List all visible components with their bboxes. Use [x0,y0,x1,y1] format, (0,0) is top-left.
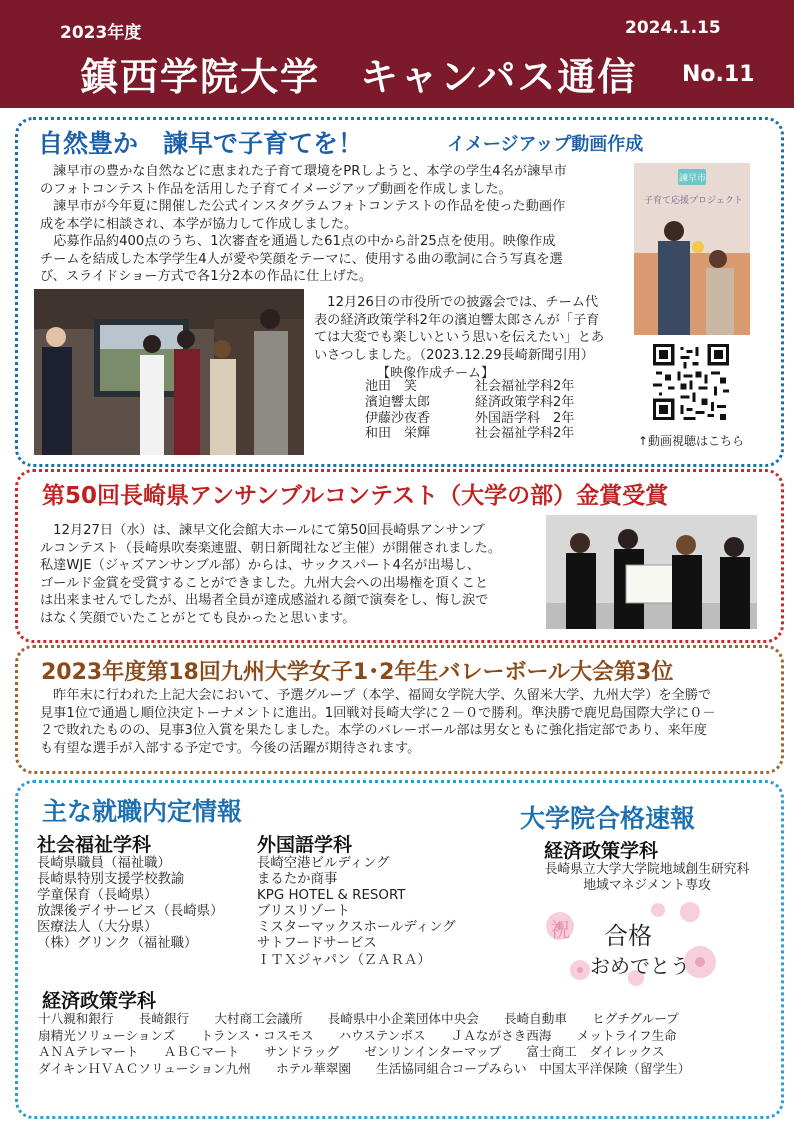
grad-school-title: 大学院合格速報 [520,804,696,833]
article2-paragraph: 12月27日（水）は、諫早文化会館大ホールにて第50回長崎県アンサンブ ルコンテスト（長崎県吹奏楽連盟、朝日新聞社など主催）が開催されました。 私達WJE（ジャズアンサンブル部）からは、サックスパート4名が出場し、 ゴールド金賞を受賞することができました。九州大会への出場権を頂くこと は出来ませんでしたが、出場者全員が達成感溢れる顔で演奏をし、悔し涙で はなく笑顔でいたことがとても良かったと思います。 [40,523,502,626]
header-banner [0,0,794,108]
ensemble-award-photo [546,515,757,629]
video-qr-code[interactable] [653,344,729,420]
team-member: 濱迫響太郎 経済政策学科2年 [365,394,575,410]
article2-title: 第50回長崎県アンサンブルコンテスト（大学の部）金賞受賞 [42,483,669,509]
celebrate-sub-text: おめでとう [590,954,690,978]
celebrate-mark: 祝 [550,918,570,942]
list-item: ＡＮＡテレマート ＡＢＣマート サンドラッグ ゼンリンインターマップ 富士商工 ダイレックス [38,1044,665,1060]
list-item: 長崎県特別支援学校教諭 [37,872,185,888]
welfare-dept-heading: 社会福祉学科 [37,834,152,856]
article1-paragraph: 諫早市の豊かな自然などに恵まれた子育て環境をPRしようと、本学の学生4名が諫早市 のフォトコンテスト作品を活用した子育てイメージアップ動画を作成しました。 諫早市が今年夏に開催した公式インスタグラムフォトコンテストの作品を使った動画作 成を本学に相談され、本学が協力して作成しました。 応募作品約400点のうち、1次審査を通過した61点の中から計25点を使用。映像作成 チームを結成した本学学生4人が愛や笑顔をテーマに、使用する曲の歌詞に合う写真を選 び、スライドショー方式で各1分2本の作品に仕上げた。 [40,164,567,284]
list-item: 十八親和銀行 長崎銀行 大村商工会議所 長崎県中小企業団体中央会 長崎自動車 ヒグチグループ [38,1011,679,1026]
article1-paragraph2: 12月26日の市役所での披露会では、チーム代 表の経済政策学科2年の濱迫響太郎さんが「子育 ては大変でも楽しいという思いを伝えたい」とあ いさつしました。（2023.12.29長崎新聞引用） [314,295,605,363]
article3-title: 2023年度第18回九州大学女子1･2年生バレーボール大会第3位 [41,660,674,685]
list-item: まるたか商事 [257,872,338,888]
team-member: 伊藤沙夜香 外国語学科 2年 [365,410,575,426]
list-item: 学童保育（長崎県） [37,888,158,904]
list-item: 長崎県職員（福祉職） [37,856,171,871]
list-item: 放課後デイサービス（長崎県） [37,904,224,920]
presentation-photo [34,289,304,455]
article1-subtitle: イメージアップ動画作成 [447,134,644,155]
economics-dept-heading: 経済政策学科 [42,990,157,1012]
economics-job-list [38,1011,690,1077]
team-member: 池田 笑 社会福祉学科2年 [365,379,575,394]
celebrate-main-text: 合格 [604,922,652,950]
list-item: ミスターマックスホールディング [257,920,456,936]
issue-number: No.11 [682,62,755,87]
foreign-job-list [257,856,456,969]
welfare-job-list [37,856,224,953]
list-item: サトフードサービス [257,936,377,952]
article1-title: 自然豊か 諫早で子育てを！ [38,129,364,158]
list-item: （株）グリンク（福祉職） [37,936,198,952]
congratulations-illustration [540,898,720,988]
team-member: 和田 栄輝 社会福祉学科2年 [365,426,575,442]
grad-admission-detail: 長崎県立大学大学院地域創生研究科 地域マネジメント専攻 [544,862,750,893]
team-list [365,379,574,442]
poster-caption: 子育て応援プロジェクト [644,196,743,206]
newsletter-title: 鎮西学院大学 キャンパス通信 [80,55,638,99]
list-item: 医療法人（大分県） [37,920,158,936]
list-item: 扇精光ソリューションズ トランス・コスモス ハウステンボス ＪＡながさき西海 メットライフ生命 [38,1027,677,1043]
list-item: ＩＴＸジャパン（ＺＡＲＡ） [257,952,431,968]
project-poster-photo [634,163,750,335]
poster-badge: 諫早市 [679,174,707,184]
list-item: KPG HOTEL & RESORT [257,888,406,904]
foreign-dept-heading: 外国語学科 [257,834,353,856]
header-date: 2024.1.15 [625,18,721,38]
article3-paragraph: 昨年末に行われた上記大会において、予選グループ（本学、福岡女学院大学、久留米大学、九州大学）を全勝で 見事1位で通過し順位決定トーナメントに進出。1回戦対長崎大学に２－０で勝利。準決勝で鹿児島国際大学に０－ ２で敗れたものの、見事3位入賞を果たしました。本学のバレーボール部は男女ともに強化指定部であり、来年度 も有望な選手が入部する予定です。今後の活躍が期待されます。 [40,688,716,756]
list-item: ダイキンＨＶＡＣソリューション九州 ホテル華翠園 生活協同組合コープみらい 中国太平洋保険（留学生） [38,1060,691,1076]
grad-dept-heading: 経済政策学科 [544,840,659,862]
employment-title: 主な就職内定情報 [42,797,243,826]
qr-caption: ↑動画視聴はこちら [638,434,745,448]
header-year: 2023年度 [60,23,142,43]
list-item: 長崎空港ビルディング [257,856,390,871]
team-heading: 【映像作成チーム】 [377,366,495,381]
list-item: ブリスリゾート [257,904,350,920]
